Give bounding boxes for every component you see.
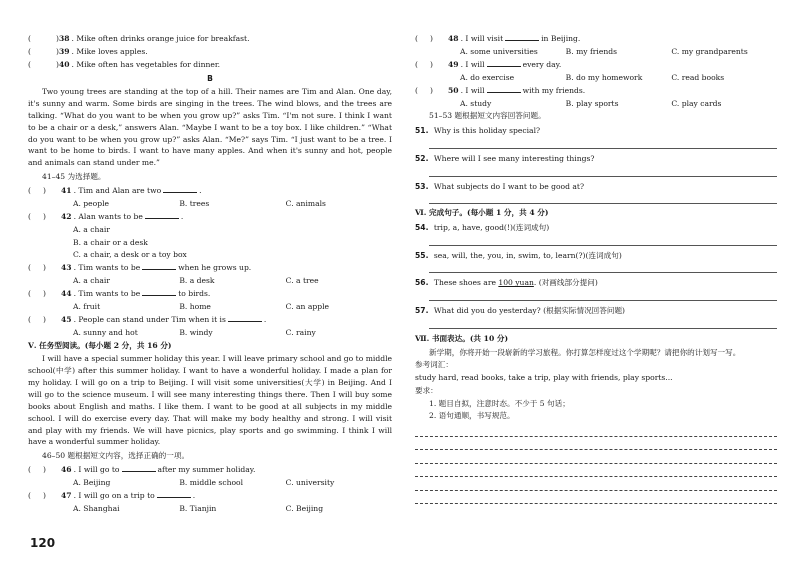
question-number: 39 [58, 46, 70, 56]
option-a[interactable]: A. Beijing [73, 477, 111, 487]
option-a[interactable]: A. some universities [460, 46, 538, 56]
options-41 [28, 199, 392, 209]
question-46: ( ) 46 . I will go to after my summer holiday. [28, 464, 256, 474]
section-v-heading: Ⅴ. 任务型阅读。(每小题 2 分，共 16 分) [28, 340, 172, 350]
option-a[interactable]: A. fruit [73, 302, 101, 312]
option-c[interactable]: C. animals [285, 198, 326, 208]
question-50: ( ) 50 . I will with my friends. [415, 85, 586, 95]
option-c[interactable]: C. an apple [285, 302, 330, 312]
question-57: 57. What did you do yesterday? (根据实际情况回答问题) [415, 306, 626, 316]
writing-line[interactable] [415, 423, 777, 437]
option-a[interactable]: A. a chair [73, 224, 110, 234]
answer-paren[interactable]: ( ) [415, 59, 433, 69]
options-49 [415, 73, 777, 83]
question-43: ( ) 43 . Tim wants to be when he grows up. [28, 263, 252, 273]
tf-item-38: ( ) 38 . Mike often drinks orange juice for breakfast. [28, 34, 250, 43]
option-b[interactable]: B. home [179, 302, 211, 312]
question-48: ( ) 48 . I will visit in Beijing. [415, 34, 581, 43]
passage-b: Two young trees are standing at the top of a hill. Their names are Tim and Alan. One day, it's sunny and warm. Some birds are singing in the trees. The wind blows, and the trees are talking. “What do you want to be when you grow up?” asks Tim. “I'm not sure. I think I want to be a chair or a desk,” answers Alan. “Maybe I want to be a toy box. I like children.” “What do you want to be when you grow up?” asks Alan. “Me?” says Tim. “I just want to be a tree. I want to be home to birds. I want to have many apples. And when it's sunny and hot, people and animals can stand under me.” [28, 87, 392, 168]
requirement-2: 2. 语句通顺，书写规范。 [429, 411, 515, 421]
writing-prompt: 新学期，你将开始一段崭新的学习旅程。你打算怎样度过这个学期呢？请把你的计划写一写。 [429, 347, 741, 357]
options-50 [415, 99, 777, 109]
answer-paren[interactable]: ( ) [415, 34, 433, 43]
answer-paren[interactable]: ( [28, 59, 31, 69]
option-b[interactable]: B. a desk [179, 276, 215, 286]
answer-blank[interactable] [157, 491, 191, 498]
option-b[interactable]: B. middle school [179, 477, 244, 487]
answer-paren[interactable]: ( ) [28, 263, 46, 273]
question-52: 52. Where will I see many interesting things? [415, 153, 595, 163]
answer-blank[interactable] [122, 465, 156, 472]
option-c[interactable]: C. a chair, a desk or a toy box [73, 250, 187, 260]
options-47 [28, 504, 392, 514]
writing-line[interactable] [415, 491, 777, 505]
writing-line[interactable] [415, 477, 777, 491]
section-b-heading: B [207, 73, 213, 83]
option-b[interactable]: B. my friends [565, 46, 617, 56]
passage-v: I will have a special summer holiday this year. I will leave primary school and go to middle school(中学) after this summer holiday. I want to have a wonderful holiday. I made a plan for my holiday. I will go on a trip to Beijing. I will visit some universities(大学) in Beijing. And I will go to the science museum. I will see many interesting things there. Then I will buy some books about English and maths. I like them. I want to be good at all subjects in my middle school. I will do exercise every day. That will make my body healthy and strong. I will visit and play with my friends. We will have picnics, play sports and go swimming. I think I will have a wonderful summer holiday. [28, 354, 392, 447]
page-number: 120 [30, 536, 56, 550]
answer-paren[interactable]: ( [28, 46, 31, 56]
answer-line-52[interactable] [429, 164, 777, 177]
writing-line[interactable] [415, 450, 777, 464]
answer-paren[interactable]: ( ) [415, 85, 433, 95]
answer-paren[interactable]: ( [28, 34, 31, 43]
option-a[interactable]: A. a chair [73, 276, 110, 286]
question-42: ( ) 42 . Alan wants to be . [28, 211, 184, 221]
question-47: ( ) 47 . I will go on a trip to . [28, 490, 196, 500]
answer-blank[interactable] [487, 60, 521, 67]
tf-item-40: ( ) 40 . Mike often has vegetables for dinner. [28, 59, 221, 69]
answer-line-51[interactable] [429, 136, 777, 149]
option-c[interactable]: C. rainy [285, 327, 316, 337]
requirement-1: 1. 题目自拟，注意时态。不少于 5 句话； [429, 398, 570, 408]
instruction-46-50: 46–50 题根据短文内容，选择正确的一项。 [42, 451, 190, 461]
reference-words: study hard, read books, take a trip, play with friends, play sports... [415, 373, 673, 383]
section-vii-heading: Ⅶ. 书面表达。(共 10 分) [415, 333, 509, 343]
answer-line-53[interactable] [429, 191, 777, 204]
answer-paren[interactable]: ( ) [28, 314, 46, 324]
instruction-51-53: 51–53 题根据短文内容回答问题。 [429, 111, 546, 121]
option-a[interactable]: A. Shanghai [73, 503, 120, 513]
option-a[interactable]: A. sunny and hot [73, 327, 138, 337]
tf-item-39: ( ) 39 . Mike loves apples. [28, 46, 148, 56]
question-49: ( ) 49 . I will every day. [415, 59, 562, 69]
question-53: 53. What subjects do I want to be good at? [415, 181, 585, 191]
option-c[interactable]: C. university [285, 477, 335, 487]
left-column [28, 34, 392, 517]
question-56: 56. These shoes are 100 yuan. (对画线部分提问) [415, 278, 598, 288]
option-c[interactable]: C. read books [671, 72, 725, 82]
option-b[interactable]: B. play sports [565, 98, 619, 108]
answer-blank[interactable] [145, 212, 179, 219]
answer-paren[interactable]: ( ) [28, 464, 46, 474]
option-c[interactable]: C. my grandparents [671, 46, 748, 56]
answer-line-55[interactable] [429, 260, 777, 273]
answer-paren[interactable]: ( ) [28, 185, 46, 195]
question-text: . Mike loves apples. [71, 46, 148, 56]
answer-blank[interactable] [142, 289, 176, 296]
option-a[interactable]: A. people [73, 198, 110, 208]
answer-paren[interactable]: ( ) [28, 211, 46, 221]
underlined-phrase: 100 yuan [498, 278, 534, 288]
answer-line-54[interactable] [429, 233, 777, 246]
options-48 [415, 47, 777, 57]
reference-label: 参考词汇： [415, 360, 453, 370]
question-44: ( ) 44 . Tim wants to be to birds. [28, 289, 211, 299]
requirements-label: 要求： [415, 385, 438, 395]
answer-blank[interactable] [163, 186, 197, 193]
options-44 [28, 302, 392, 312]
question-text: . Mike often has vegetables for dinner. [71, 59, 221, 69]
answer-blank[interactable] [505, 34, 539, 41]
option-b[interactable]: B. Tianjin [179, 503, 217, 513]
option-a[interactable]: A. study [460, 98, 492, 108]
answer-paren[interactable]: ( ) [28, 490, 46, 500]
question-45: ( ) 45 . People can stand under Tim when it is . [28, 314, 267, 324]
option-b[interactable]: B. a chair or a desk [73, 237, 148, 247]
answer-line-57[interactable] [429, 316, 777, 329]
option-c[interactable]: C. Beijing [285, 503, 324, 513]
section-vi-heading: Ⅵ. 完成句子。(每小题 1 分，共 4 分) [415, 208, 549, 218]
answer-line-56[interactable] [429, 288, 777, 301]
question-54: 54. trip, a, have, good(!)(连词成句) [415, 223, 550, 233]
option-c[interactable]: C. play cards [671, 98, 722, 108]
option-b[interactable]: B. do my homework [565, 72, 643, 82]
option-b[interactable]: B. trees [179, 198, 210, 208]
question-55: 55. sea, will, the, you, in, swim, to, learn(?)(连词成句) [415, 250, 622, 260]
question-51: 51. Why is this holiday special? [415, 126, 541, 136]
writing-line[interactable] [415, 464, 777, 478]
option-c[interactable]: C. a tree [285, 276, 319, 286]
answer-blank[interactable] [487, 86, 521, 93]
question-number: 40 [58, 59, 70, 69]
right-column [415, 34, 777, 504]
answer-paren[interactable]: ( ) [28, 289, 46, 299]
question-text: . Mike often drinks orange juice for breakfast. [71, 34, 250, 43]
option-a[interactable]: A. do exercise [460, 72, 515, 82]
writing-area[interactable] [415, 423, 777, 504]
options-43 [28, 276, 392, 286]
answer-blank[interactable] [142, 263, 176, 270]
question-number: 38 [58, 34, 70, 43]
option-b[interactable]: B. windy [179, 327, 213, 337]
answer-blank[interactable] [228, 315, 262, 322]
options-46 [28, 478, 392, 488]
instruction-41-45: 41–45 为选择题。 [42, 172, 106, 182]
writing-line[interactable] [415, 437, 777, 451]
options-45 [28, 328, 392, 338]
question-41: ( ) 41 . Tim and Alan are two . [28, 185, 202, 195]
